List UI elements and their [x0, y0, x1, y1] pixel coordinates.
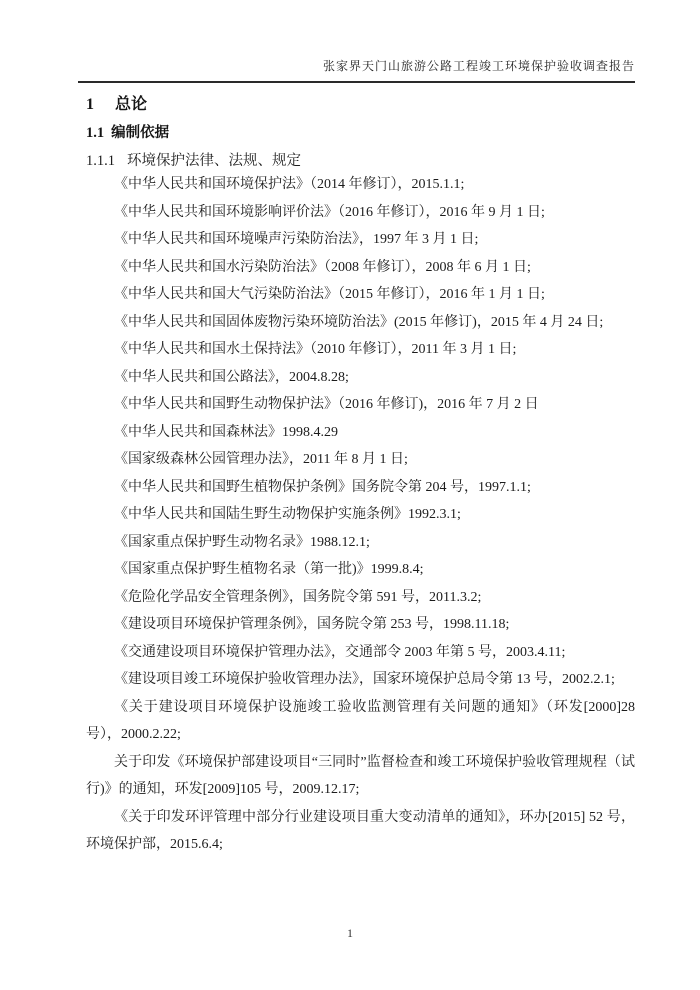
law-item: 《中华人民共和国环境影响评价法》（2016 年修订），2016 年 9 月 1 日; — [114, 204, 545, 220]
law-item: 《关于建设项目环境保护设施竣工验收监测管理有关问题的通知》（环发[2000]28 号），2000.2.22; — [86, 699, 635, 742]
law-list — [86, 171, 635, 859]
law-item: 《中华人民共和国陆生野生动物保护实施条例》1992.3.1; — [114, 507, 461, 522]
law-item: 《中华人民共和国公路法》，2004.8.28; — [114, 369, 349, 385]
heading-section-number: 1.1 — [86, 125, 105, 141]
law-item: 《中华人民共和国水土保持法》（2010 年修订），2011 年 3 月 1 日; — [114, 342, 517, 357]
law-item: 《关于印发环评管理中部分行业建设项目重大变动清单的通知》，环办[2015] 52 号，环境保护部，2015.6.4; — [86, 809, 635, 852]
law-item: 《中华人民共和国环境保护法》（2014 年修订），2015.1.1; — [114, 177, 465, 192]
heading-section — [86, 123, 635, 143]
law-item: 《中华人民共和国大气污染防治法》（2015 年修订），2016 年 1 月 1 日; — [114, 287, 545, 302]
law-item: 《交通建设项目环境保护管理办法》，交通部令 2003 年第 5 号，2003.4.11; — [114, 644, 566, 660]
heading-section-title: 编制依据 — [111, 125, 170, 141]
law-item: 《中华人民共和国水污染防治法》（2008 年修订），2008 年 6 月 1 日; — [114, 259, 531, 275]
running-header-title: 张家界天门山旅游公路工程竣工环境保护验收调查报告 — [322, 59, 635, 73]
page-footer — [0, 924, 700, 942]
law-item: 《国家重点保护野生动物名录》1988.12.1; — [114, 534, 370, 550]
law-item: 《中华人民共和国野生动物保护法》（2016 年修订)，2016 年 7 月 2 日 — [114, 397, 539, 412]
page-header — [78, 0, 635, 83]
heading-chapter-number: 1 — [86, 96, 94, 113]
law-item: 《中华人民共和国环境噪声污染防治法》，1997 年 3 月 1 日; — [114, 232, 479, 247]
law-item: 《国家级森林公园管理办法》，2011 年 8 月 1 日; — [114, 452, 408, 467]
heading-subsection-number: 1.1.1 — [86, 153, 115, 169]
law-item: 《中华人民共和国野生植物保护条例》国务院令第 204 号，1997.1.1; — [114, 479, 531, 495]
law-item: 《建设项目环境保护管理条例》，国务院令第 253 号，1998.11.18; — [114, 617, 510, 632]
heading-subsection — [86, 151, 635, 171]
page-number: 1 — [347, 926, 353, 940]
law-item: 《中华人民共和国森林法》1998.4.29 — [114, 424, 338, 440]
law-item: 《中华人民共和国固体废物污染环境防治法》(2015 年修订)，2015 年 4 月 24 日; — [114, 314, 604, 330]
document-body — [86, 94, 635, 859]
law-item: 《危险化学品安全管理条例》，国务院令第 591 号，2011.3.2; — [114, 589, 482, 605]
heading-chapter-title: 总论 — [115, 96, 148, 113]
heading-chapter — [86, 94, 635, 116]
law-item: 关于印发《环境保护部建设项目“三同时”监督检查和竣工环境保护验收管理规程（试行)》的通知，环发[2009]105 号，2009.12.17; — [86, 754, 635, 797]
law-item: 《建设项目竣工环境保护验收管理办法》，国家环境保护总局令第 13 号，2002.2.1; — [114, 672, 615, 687]
heading-subsection-title: 环境保护法律、法规、规定 — [127, 153, 301, 169]
law-item: 《国家重点保护野生植物名录（第一批)》1999.8.4; — [114, 562, 424, 577]
